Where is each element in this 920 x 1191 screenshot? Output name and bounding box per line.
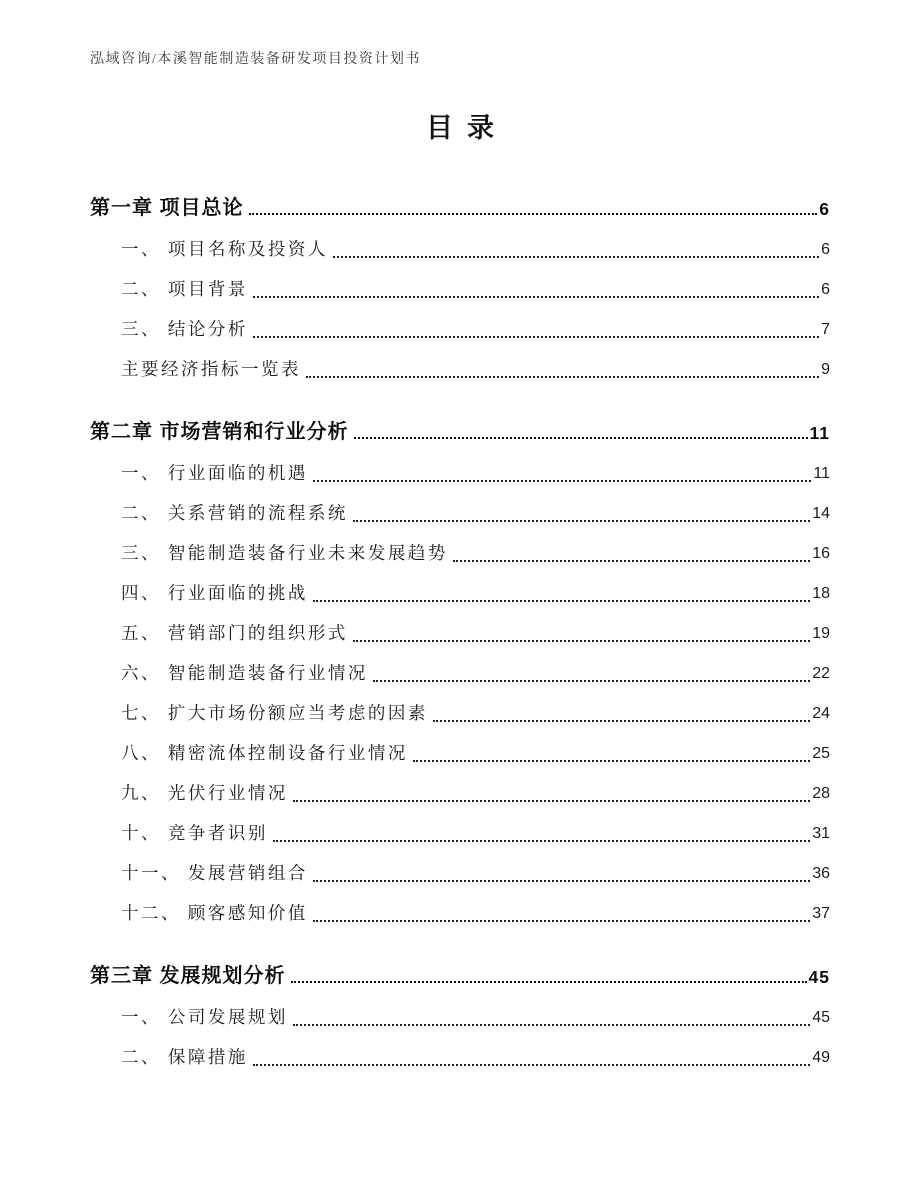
toc-chapter-entry[interactable] <box>90 959 830 988</box>
toc-entry-page: 36 <box>812 865 830 882</box>
toc-sub-entry[interactable] <box>121 741 830 766</box>
toc-sub-entry[interactable] <box>121 901 830 926</box>
toc-sub-entry[interactable] <box>121 501 830 526</box>
toc <box>90 191 830 1070</box>
toc-entry-page: 11 <box>809 423 830 443</box>
toc-title: 目录 <box>426 113 508 143</box>
toc-sub-entry[interactable] <box>121 317 830 342</box>
toc-entry-label: 二、 保障措施 <box>121 1047 248 1067</box>
toc-entry-page: 11 <box>813 465 830 482</box>
toc-sub-entry[interactable] <box>121 781 830 806</box>
toc-chapter-entry[interactable] <box>90 415 830 444</box>
dotted-leader <box>433 720 810 722</box>
toc-entry-label: 五、 营销部门的组织形式 <box>121 623 348 643</box>
toc-entry-label: 三、 智能制造装备行业未来发展趋势 <box>121 543 448 563</box>
dotted-leader <box>333 256 819 258</box>
toc-entry-label: 四、 行业面临的挑战 <box>121 583 308 603</box>
toc-entry-page: 45 <box>808 967 830 987</box>
toc-entry-page: 9 <box>821 361 830 378</box>
dotted-leader <box>306 376 819 378</box>
toc-entry-label: 十一、 发展营销组合 <box>121 863 308 883</box>
toc-entry-label: 第二章 市场营销和行业分析 <box>90 421 349 443</box>
toc-sub-entry[interactable] <box>121 1045 830 1070</box>
dotted-leader <box>373 680 810 682</box>
toc-entry-label: 一、 公司发展规划 <box>121 1007 288 1027</box>
dotted-leader <box>253 336 819 338</box>
dotted-leader <box>313 880 810 882</box>
dotted-leader <box>253 296 819 298</box>
toc-entry-page: 45 <box>812 1009 830 1026</box>
dotted-leader <box>249 213 818 215</box>
dotted-leader <box>313 600 810 602</box>
toc-entry-label: 七、 扩大市场份额应当考虑的因素 <box>121 703 428 723</box>
toc-entry-label: 十二、 顾客感知价值 <box>121 903 308 923</box>
toc-chapter-entry[interactable] <box>90 191 830 220</box>
toc-sub-entry[interactable] <box>121 461 830 486</box>
toc-entry-label: 二、 项目背景 <box>121 279 248 299</box>
toc-sub-entry[interactable] <box>121 861 830 886</box>
toc-sub-entry[interactable] <box>121 237 830 262</box>
toc-entry-page: 24 <box>812 705 830 722</box>
toc-entry-label: 第一章 项目总论 <box>90 197 244 219</box>
toc-entry-label: 三、 结论分析 <box>121 319 248 339</box>
toc-entry-page: 14 <box>812 505 830 522</box>
toc-entry-label: 六、 智能制造装备行业情况 <box>121 663 368 683</box>
toc-entry-label: 主要经济指标一览表 <box>121 359 301 379</box>
toc-entry-page: 6 <box>819 199 830 219</box>
toc-sub-entry[interactable] <box>121 541 830 566</box>
document-header-text: 泓域咨询/本溪智能制造装备研发项目投资计划书 <box>90 52 421 67</box>
toc-entry-page: 49 <box>812 1049 830 1066</box>
dotted-leader <box>453 560 810 562</box>
toc-entry-page: 7 <box>821 321 830 338</box>
toc-entry-page: 16 <box>812 545 830 562</box>
toc-sub-entry[interactable] <box>121 821 830 846</box>
toc-sub-entry[interactable] <box>121 661 830 686</box>
toc-entry-page: 19 <box>812 625 830 642</box>
toc-entry-page: 37 <box>812 905 830 922</box>
toc-entry-label: 十、 竞争者识别 <box>121 823 268 843</box>
toc-entry-label: 第三章 发展规划分析 <box>90 965 286 987</box>
toc-entry-page: 25 <box>812 745 830 762</box>
toc-sub-entry[interactable] <box>121 1005 830 1030</box>
dotted-leader <box>354 437 808 439</box>
dotted-leader <box>291 981 807 983</box>
toc-entry-label: 一、 行业面临的机遇 <box>121 463 308 483</box>
toc-sub-entry[interactable] <box>121 277 830 302</box>
toc-entry-page: 31 <box>812 825 830 842</box>
dotted-leader <box>353 640 810 642</box>
toc-sub-entry[interactable] <box>121 621 830 646</box>
dotted-leader <box>273 840 810 842</box>
toc-entry-label: 一、 项目名称及投资人 <box>121 239 328 259</box>
toc-sub-entry[interactable] <box>121 701 830 726</box>
dotted-leader <box>413 760 810 762</box>
dotted-leader <box>313 920 810 922</box>
toc-sub-entry[interactable] <box>121 357 830 382</box>
toc-entry-label: 八、 精密流体控制设备行业情况 <box>121 743 408 763</box>
toc-entry-label: 九、 光伏行业情况 <box>121 783 288 803</box>
toc-entry-page: 6 <box>821 281 830 298</box>
dotted-leader <box>353 520 810 522</box>
dotted-leader <box>313 480 812 482</box>
dotted-leader <box>253 1064 810 1066</box>
toc-sub-entry[interactable] <box>121 581 830 606</box>
dotted-leader <box>293 800 810 802</box>
dotted-leader <box>293 1024 810 1026</box>
toc-entry-page: 18 <box>812 585 830 602</box>
toc-entry-page: 6 <box>821 241 830 258</box>
toc-entry-page: 28 <box>812 785 830 802</box>
toc-entry-label: 二、 关系营销的流程系统 <box>121 503 348 523</box>
toc-entry-page: 22 <box>812 665 830 682</box>
